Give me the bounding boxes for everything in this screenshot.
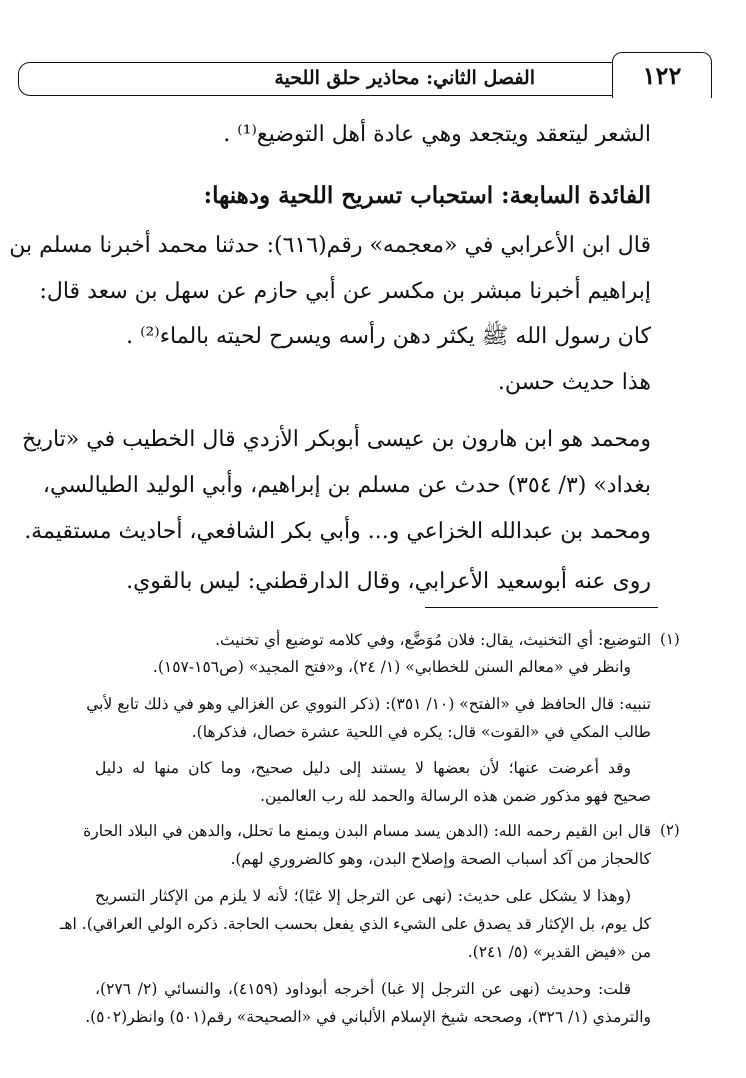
footnote-2-line-4: كل يوم، بل الإكثار قد يصدق على الشيء الذي يفعل بحسب الحاجة. ذكره الولي العراقي). اهـ [59,915,651,933]
footnote-2-line-3: (وهذا لا يشكل على حديث: (نهى عن الترجل إلا غبًا)؛ لأنه لا يلزم من الإكثار التسريح [95,887,631,905]
footnote-1-line-5: وقد أعرضت عنها؛ لأن بعضها لا يستند إلى دليل صحيح، وما كان منها له دليل [95,759,631,777]
footnote-1-line-1: التوضيع: أي التخنيث، يقال: فلان مُوَضَّع، وفي كلامه توضيع أي تخنيث. [215,631,651,649]
footnote-2-line-5: من «فيض القدير» (٥/ ٢٤١). [467,943,651,961]
chapter-title: الفصل الثاني: محاذير حلق اللحية [274,67,535,89]
body-line-1: الشعر ليتعقد ويتجعد وهي عادة أهل التوضيع⁽¹⁾ . [223,122,651,147]
footnote-2-line-6: قلت: وحديث (نهى عن الترجل إلا غبا) أخرجه أبوداود (٤١٥٩)، والنسائي (٢/ ٢٧٦)، [95,980,631,998]
footnote-1-line-6: صحيح فهو مذكور ضمن هذه الرسالة والحمد لله رب العالمين. [260,787,651,805]
body-line-7: بغداد» (٣/ ٣٥٤) حدث عن مسلم بن إبراهيم، وأبي الوليد الطيالسي، [42,473,651,498]
footnote-2-line-7: والترمذي (١/ ٣٢٦)، وصححه شيخ الإسلام الألباني في «الصحيحة» رقم(٥٠١) وانظر(٥٠٢). [85,1008,651,1026]
footnote-1-line-3: تنبيه: قال الحافظ في «الفتح» (١٠/ ٣٥١): (ذكر النووي عن الغزالي وهو في ذلك تابع لأبي [86,695,651,713]
body-line-8: ومحمد بن عبدالله الخزاعي و... وأبي بكر الشافعي، أحاديث مستقيمة. [24,519,651,544]
section-heading: الفائدة السابعة: استحباب تسريح اللحية ودهنها: [203,182,651,209]
page-header [18,62,678,96]
body-line-5: هذا حديث حسن. [497,370,651,395]
body-line-9: روى عنه أبوسعيد الأعرابي، وقال الدارقطني: ليس بالقوي. [126,569,651,594]
footnote-1-line-2: وانظر في «معالم السنن للخطابي» (١/ ٢٤)، و«فتح المجيد» (ص١٥٦-١٥٧). [152,658,631,676]
body-line-6: ومحمد هو ابن هارون بن عيسى أبوبكر الأزدي قال الخطيب في «تاريخ [22,427,651,452]
body-line-3: إبراهيم أخبرنا مبشر بن مكسر عن أبي حازم عن سهل بن سعد قال: [39,279,651,304]
footnote-2-line-2: كالحجاز من آكد أسباب الصحة وإصلاح البدن، وهو كالضروري لهم). [230,850,651,868]
page-number: ١٢٢ [642,61,682,90]
footnote-1-line-4: طالب المكي في «القوت» قال: يكره في اللحية عشرة خصال، فذكرها). [191,723,651,741]
body-line-4: كان رسول الله ﷺ يكثر دهن رأسه ويسرح لحيته بالماء⁽²⁾ . [126,324,651,349]
footnote-marker-2: (٢) [660,821,680,839]
footnote-2-line-1: قال ابن القيم رحمه الله: (الدهن يسد مسام البدن ويمنع ما تحلل، والدهن في البلاد الحارة [83,822,651,840]
footnote-marker-1: (١) [660,630,680,648]
footnote-separator [425,607,658,608]
body-line-2: قال ابن الأعرابي في «معجمه» رقم(٦١٦): حدثنا محمد أخبرنا مسلم بن [9,233,651,258]
page-number-box [612,52,712,98]
